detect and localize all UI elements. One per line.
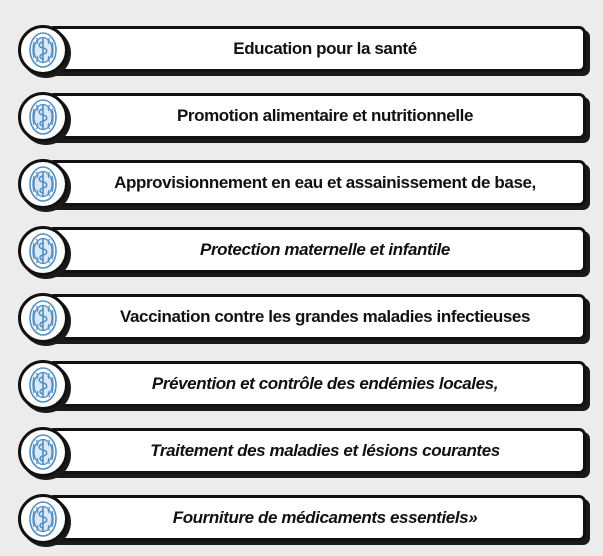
- item-label: Fourniture de médicaments essentiels»: [172, 508, 478, 527]
- who-emblem-icon: [18, 92, 68, 142]
- list-item: [16, 292, 598, 345]
- item-box: [50, 428, 586, 474]
- item-label: Promotion alimentaire et nutritionnelle: [176, 106, 474, 125]
- list-item: [16, 426, 598, 479]
- list-item: [16, 24, 598, 77]
- item-label: Vaccination contre les grandes maladies infectieuses: [119, 307, 531, 326]
- item-label: Prévention et contrôle des endémies locales,: [151, 374, 499, 393]
- item-box: [50, 93, 586, 139]
- list-item: [16, 225, 598, 278]
- item-label: Protection maternelle et infantile: [200, 240, 450, 259]
- who-emblem-icon: [18, 427, 68, 477]
- health-component-list: [16, 24, 598, 552]
- item-label: Traitement des maladies et lésions courantes: [150, 441, 500, 460]
- item-label: Approvisionnement en eau et assainissement de base,: [114, 173, 536, 192]
- item-box: [50, 160, 586, 206]
- item-box: [50, 495, 586, 541]
- who-emblem-icon: [18, 25, 68, 75]
- item-box: [50, 361, 586, 407]
- list-item: [16, 158, 598, 211]
- item-box: [50, 26, 586, 72]
- item-label: Education pour la santé: [233, 39, 417, 58]
- who-emblem-icon: [18, 360, 68, 410]
- who-emblem-icon: [18, 494, 68, 544]
- who-emblem-icon: [18, 159, 68, 209]
- list-item: [16, 493, 598, 546]
- list-item: [16, 359, 598, 412]
- list-item: [16, 91, 598, 144]
- who-emblem-icon: [18, 293, 68, 343]
- item-box: [50, 294, 586, 340]
- who-emblem-icon: [18, 226, 68, 276]
- item-box: [50, 227, 586, 273]
